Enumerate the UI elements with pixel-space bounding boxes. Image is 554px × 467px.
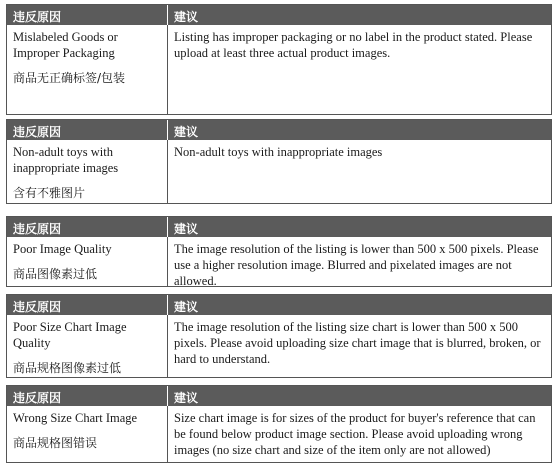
suggestion-cell: Size chart image is for sizes of the product for buyer's reference that can be found below product image section. Please avoid uploading wrong images (no size chart and size of the item only are not allowed)	[174, 411, 536, 457]
reason-cell	[7, 406, 168, 462]
violation-table-1	[6, 4, 552, 115]
violation-table-2	[6, 119, 552, 204]
header-reason: 违反原因	[7, 5, 168, 25]
header-reason: 违反原因	[7, 386, 168, 406]
suggestion-cell: Listing has improper packaging or no label in the product stated. Please upload at least three actual product images.	[174, 30, 533, 60]
header-suggestion: 建议	[174, 10, 199, 24]
violation-table-4	[6, 294, 552, 378]
table-row	[7, 315, 551, 377]
reason-cell	[7, 315, 168, 377]
table-row	[7, 140, 551, 203]
suggestion-cell: The image resolution of the listing is lower than 500 x 500 pixels. Please use a higher resolution image. Blurred and pixelated images are not allowed.	[174, 242, 539, 288]
table-row	[7, 237, 551, 286]
reason-chinese: 商品规格图像素过低	[13, 361, 122, 375]
reason-chinese: 商品图像素过低	[13, 267, 98, 281]
table-header	[7, 386, 551, 406]
reason-chinese: 含有不雅图片	[13, 186, 86, 200]
table-header	[7, 295, 551, 315]
header-reason: 违反原因	[7, 217, 168, 237]
violation-table-5	[6, 385, 552, 463]
suggestion-cell: The image resolution of the listing size chart is lower than 500 x 500 pixels. Please avoid uploading size chart image that is blurred, broken, or hard to understand.	[174, 320, 541, 366]
header-suggestion: 建议	[174, 222, 199, 236]
reason-cell	[7, 140, 168, 203]
header-suggestion: 建议	[174, 300, 199, 314]
reason-english: Non-adult toys with inappropriate images	[13, 145, 119, 175]
table-row	[7, 406, 551, 462]
table-header	[7, 217, 551, 237]
header-suggestion: 建议	[174, 391, 199, 405]
reason-chinese: 商品无正确标签/包装	[13, 71, 126, 85]
header-suggestion: 建议	[174, 125, 199, 139]
header-reason: 违反原因	[7, 120, 168, 140]
table-header	[7, 5, 551, 25]
reason-english: Wrong Size Chart Image	[13, 411, 138, 425]
table-header	[7, 120, 551, 140]
reason-cell	[7, 237, 168, 286]
header-reason: 违反原因	[7, 295, 168, 315]
violation-table-3	[6, 216, 552, 287]
reason-chinese: 商品规格图错误	[13, 436, 98, 450]
reason-english: Mislabeled Goods or Improper Packaging	[13, 30, 118, 60]
reason-english: Poor Size Chart Image Quality	[13, 320, 127, 350]
reason-english: Poor Image Quality	[13, 242, 112, 256]
reason-cell	[7, 25, 168, 114]
suggestion-cell: Non-adult toys with inappropriate images	[174, 145, 383, 159]
table-row	[7, 25, 551, 114]
